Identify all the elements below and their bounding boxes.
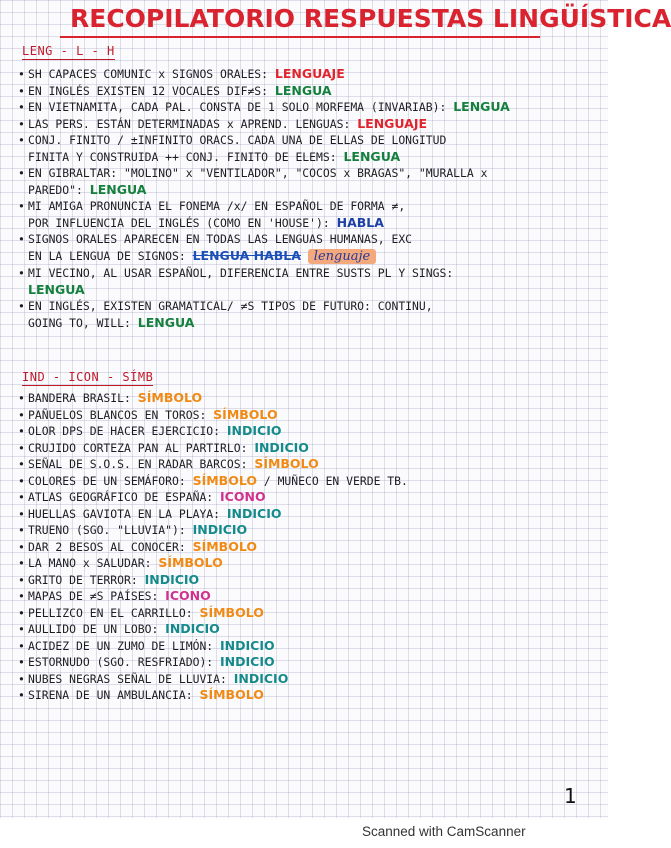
list-item-continued: FINITA Y CONSTRUIDA ++ CONJ. FINITO DE ELEMS: LENGUA bbox=[28, 148, 401, 164]
list-item: • PELLIZCO EN EL CARRILLO: SÍMBOLO bbox=[18, 604, 264, 620]
list-item-continued: GOING TO, WILL: LENGUA bbox=[28, 314, 195, 330]
list-item: • OLOR DPS DE HACER EJERCICIO: INDICIO bbox=[18, 423, 282, 438]
section-heading-leng: LENG - L - H bbox=[22, 44, 115, 58]
list-item: • SEÑAL DE S.O.S. EN RADAR BARCOS: SÍMBOLO bbox=[18, 456, 319, 471]
corrected-answer-highlight: lenguaje bbox=[308, 249, 376, 264]
section-simb-list bbox=[18, 390, 578, 704]
list-item: • LA MANO x SALUDAR: SÍMBOLO bbox=[18, 555, 223, 570]
page-number: 1 bbox=[564, 784, 577, 808]
list-item: • LAS PERS. ESTÁN DETERMINADAS x APREND. LENGUAS: LENGUAJE bbox=[18, 115, 428, 131]
section-heading-ind-icon-simb: IND - ICON - SÍMB bbox=[22, 370, 154, 384]
list-item: • NUBES NEGRAS SEÑAL DE LLUVIA: INDICIO bbox=[18, 670, 289, 686]
list-item: • MI VECINO, AL USAR ESPAÑOL, DIFERENCIA ENTRE SUSTS PL Y SINGS: bbox=[18, 266, 454, 280]
list-item: • EN INGLÉS EXISTEN 12 VOCALES DIF≠S: LENGUA bbox=[18, 82, 332, 98]
list-item: • SIGNOS ORALES APARECEN EN TODAS LAS LENGUAS HUMANAS, EXC bbox=[18, 232, 413, 246]
list-item-continued: LENGUA bbox=[28, 281, 85, 297]
list-item: • EN GIBRALTAR: "MOLINO" x "VENTILADOR", "COCOS x BRAGAS", "MURALLA x bbox=[18, 166, 488, 180]
list-item: • SIRENA DE UN AMBULANCIA: SÍMBOLO bbox=[18, 687, 264, 702]
list-item: • ESTORNUDO (SGO. RESFRIADO): INDICIO bbox=[18, 654, 275, 669]
list-item: • PAÑUELOS BLANCOS EN TOROS: SÍMBOLO bbox=[18, 406, 278, 422]
list-item: • TRUENO (SGO. "LLUVIA"): INDICIO bbox=[18, 522, 248, 537]
list-item: • MI AMIGA PRONUNCIA EL FONEMA /x/ EN ESPAÑOL DE FORMA ≠, bbox=[18, 199, 406, 213]
list-item: • ACIDEZ DE UN ZUMO DE LIMÓN: INDICIO bbox=[18, 637, 275, 653]
list-item: • AULLIDO DE UN LOBO: INDICIO bbox=[18, 621, 220, 636]
list-item-continued: EN LA LENGUA DE SIGNOS: LENGUA HABLA lenguaje bbox=[18, 248, 578, 266]
list-item-continued: POR INFLUENCIA DEL INGLÉS (COMO EN 'HOUSE'): HABLA bbox=[28, 214, 384, 230]
list-item: • COLORES DE UN SEMÁFORO: SÍMBOLO / MUÑECO EN VERDE TB. bbox=[18, 472, 408, 488]
section-leng-list bbox=[18, 66, 578, 331]
list-item: • EN INGLÉS, EXISTEN GRAMATICAL/ ≠S TIPOS DE FUTURO: CONTINU, bbox=[18, 299, 433, 313]
list-item-continued: PAREDO": LENGUA bbox=[28, 181, 147, 197]
title-underline bbox=[60, 36, 540, 38]
list-item: • BANDERA BRASIL: SÍMBOLO bbox=[18, 390, 203, 405]
scanner-watermark: Scanned with CamScanner bbox=[362, 824, 526, 839]
struck-answer: LENGUA HABLA bbox=[192, 247, 301, 263]
page-title: RECOPILATORIO RESPUESTAS LINGÜÍSTICA bbox=[70, 4, 671, 33]
list-item: • ATLAS GEOGRÁFICO DE ESPAÑA: ICONO bbox=[18, 489, 266, 504]
list-item: • DAR 2 BESOS AL CONOCER: SÍMBOLO bbox=[18, 538, 257, 554]
list-item: • SH CAPACES COMUNIC x SIGNOS ORALES: LENGUAJE bbox=[18, 66, 345, 81]
list-item: • CRUJIDO CORTEZA PAN AL PARTIRLO: INDICIO bbox=[18, 439, 309, 455]
list-item: • EN VIETNAMITA, CADA PAL. CONSTA DE 1 SOLO MORFEMA (INVARIAB): LENGUA bbox=[18, 99, 510, 114]
list-item: • GRITO DE TERROR: INDICIO bbox=[18, 571, 200, 587]
list-item: • MAPAS DE ≠S PAÍSES: ICONO bbox=[18, 588, 211, 603]
list-item: • CONJ. FINITO / ±INFINITO ORACS. CADA UNA DE ELLAS DE LONGITUD bbox=[18, 133, 447, 147]
list-item: • HUELLAS GAVIOTA EN LA PLAYA: INDICIO bbox=[18, 505, 282, 521]
